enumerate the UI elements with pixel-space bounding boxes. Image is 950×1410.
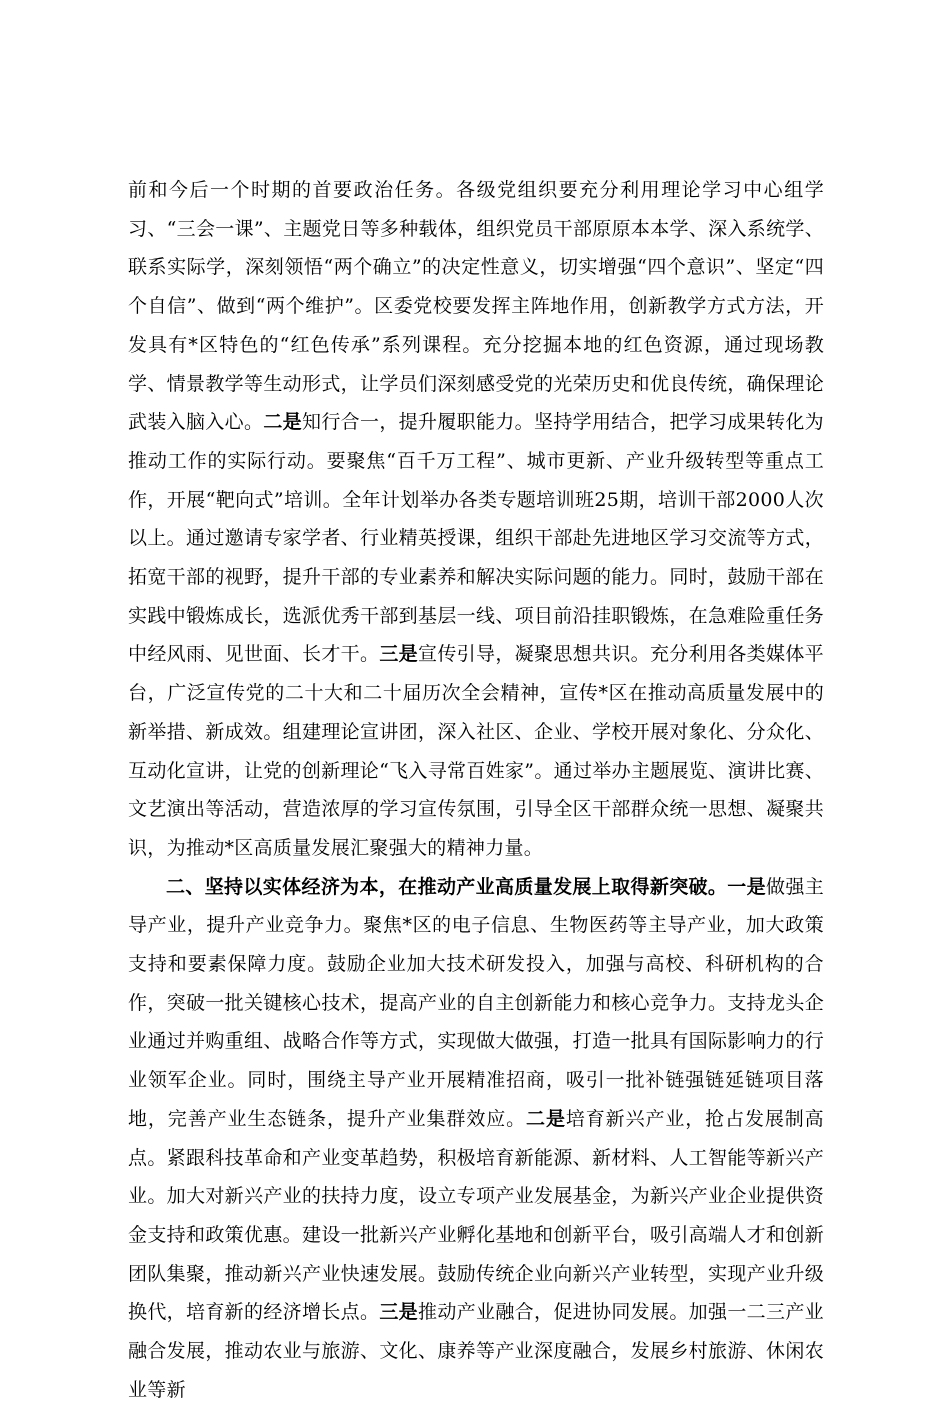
- paragraph-text: 前和今后一个时期的首要政治任务。各级党组织要充分利用理论学习中心组学习、“三会一课”、主题党日等多种载体，组织党员干部原原本本学、深入系统学、联系实际学，深刻领悟“两个确立”的决定性意义，切实增强“四个意识”、坚定“四个自信”、做到“两个维护”。区委党校要发挥主阵地作用，创新教学方式方法，开发具有*区特色的“红色传承”系列课程。充分挖掘本地的红色资源，通过现场教学、情景教学等生动形式，让学员们深刻感受党的光荣历史和优良传统，确保理论武装入脑入心。: [128, 179, 824, 434]
- paragraph-text: 做强主导产业，提升产业竞争力。聚焦*区的电子信息、生物医药等主导产业，加大政策支持和要素保障力度。鼓励企业加大技术研发投入，加强与高校、科研机构的合作，突破一批关键核心技术，提高产业的自主创新能力和核心竞争力。支持龙头企业通过并购重组、战略合作等方式，实现做大做强，打造一批具有国际影响力的行业领军企业。同时，围绕主导产业开展精准招商，吸引一批补链强链延链项目落地，完善产业生态链条，提升产业集群效应。: [128, 875, 824, 1130]
- bold-lead-third: 三是: [379, 643, 419, 666]
- document-body: [128, 171, 824, 1410]
- paragraph-theory-study: [128, 171, 824, 868]
- paragraph-text: 推动产业融合，促进协同发展。加强一二三产业融合发展，推动农业与旅游、文化、康养等产业深度融合，发展乡村旅游、休闲农业等新: [128, 1301, 824, 1401]
- paragraph-text: 宣传引导，凝聚思想共识。充分利用各类媒体平台，广泛宣传党的二十大和二十届历次全会精神，宣传*区在推动高质量发展中的新举措、新成效。组建理论宣讲团，深入社区、企业、学校开展对象化、分众化、互动化宣讲，让党的创新理论“飞入寻常百姓家”。通过举办主题展览、演讲比赛、文艺演出等活动，营造浓厚的学习宣传氛围，引导全区干部群众统一思想、凝聚共识，为推动*区高质量发展汇聚强大的精神力量。: [128, 643, 824, 859]
- section-heading-two: 二、坚持以实体经济为本，在推动产业高质量发展上取得新突破。一是: [166, 875, 766, 898]
- bold-lead-second: 二是: [526, 1107, 566, 1130]
- bold-lead-third: 三是: [379, 1301, 419, 1324]
- paragraph-text: 培育新兴产业，抢占发展制高点。紧跟科技革命和产业变革趋势，积极培育新能源、新材料、人工智能等新兴产业。加大对新兴产业的扶持力度，设立专项产业发展基金，为新兴产业企业提供资金支持和政策优惠。建设一批新兴产业孵化基地和创新平台，吸引高端人才和创新团队集聚，推动新兴产业快速发展。鼓励传统企业向新兴产业转型，实现产业升级换代，培育新的经济增长点。: [128, 1107, 824, 1324]
- paragraph-industry-development: [128, 868, 824, 1410]
- bold-lead-second: 二是: [263, 411, 303, 434]
- paragraph-text: 知行合一，提升履职能力。坚持学用结合，把学习成果转化为推动工作的实际行动。要聚焦“百千万工程”、城市更新、产业升级转型等重点工作，开展“靶向式”培训。全年计划举办各类专题培训班25期，培训干部2000人次以上。通过邀请专家学者、行业精英授课，组织干部赴先进地区学习交流等方式，拓宽干部的视野，提升干部的专业素养和解决实际问题的能力。同时，鼓励干部在实践中锻炼成长，选派优秀干部到基层一线、项目前沿挂职锻炼，在急难险重任务中经风雨、见世面、长才干。: [128, 411, 824, 666]
